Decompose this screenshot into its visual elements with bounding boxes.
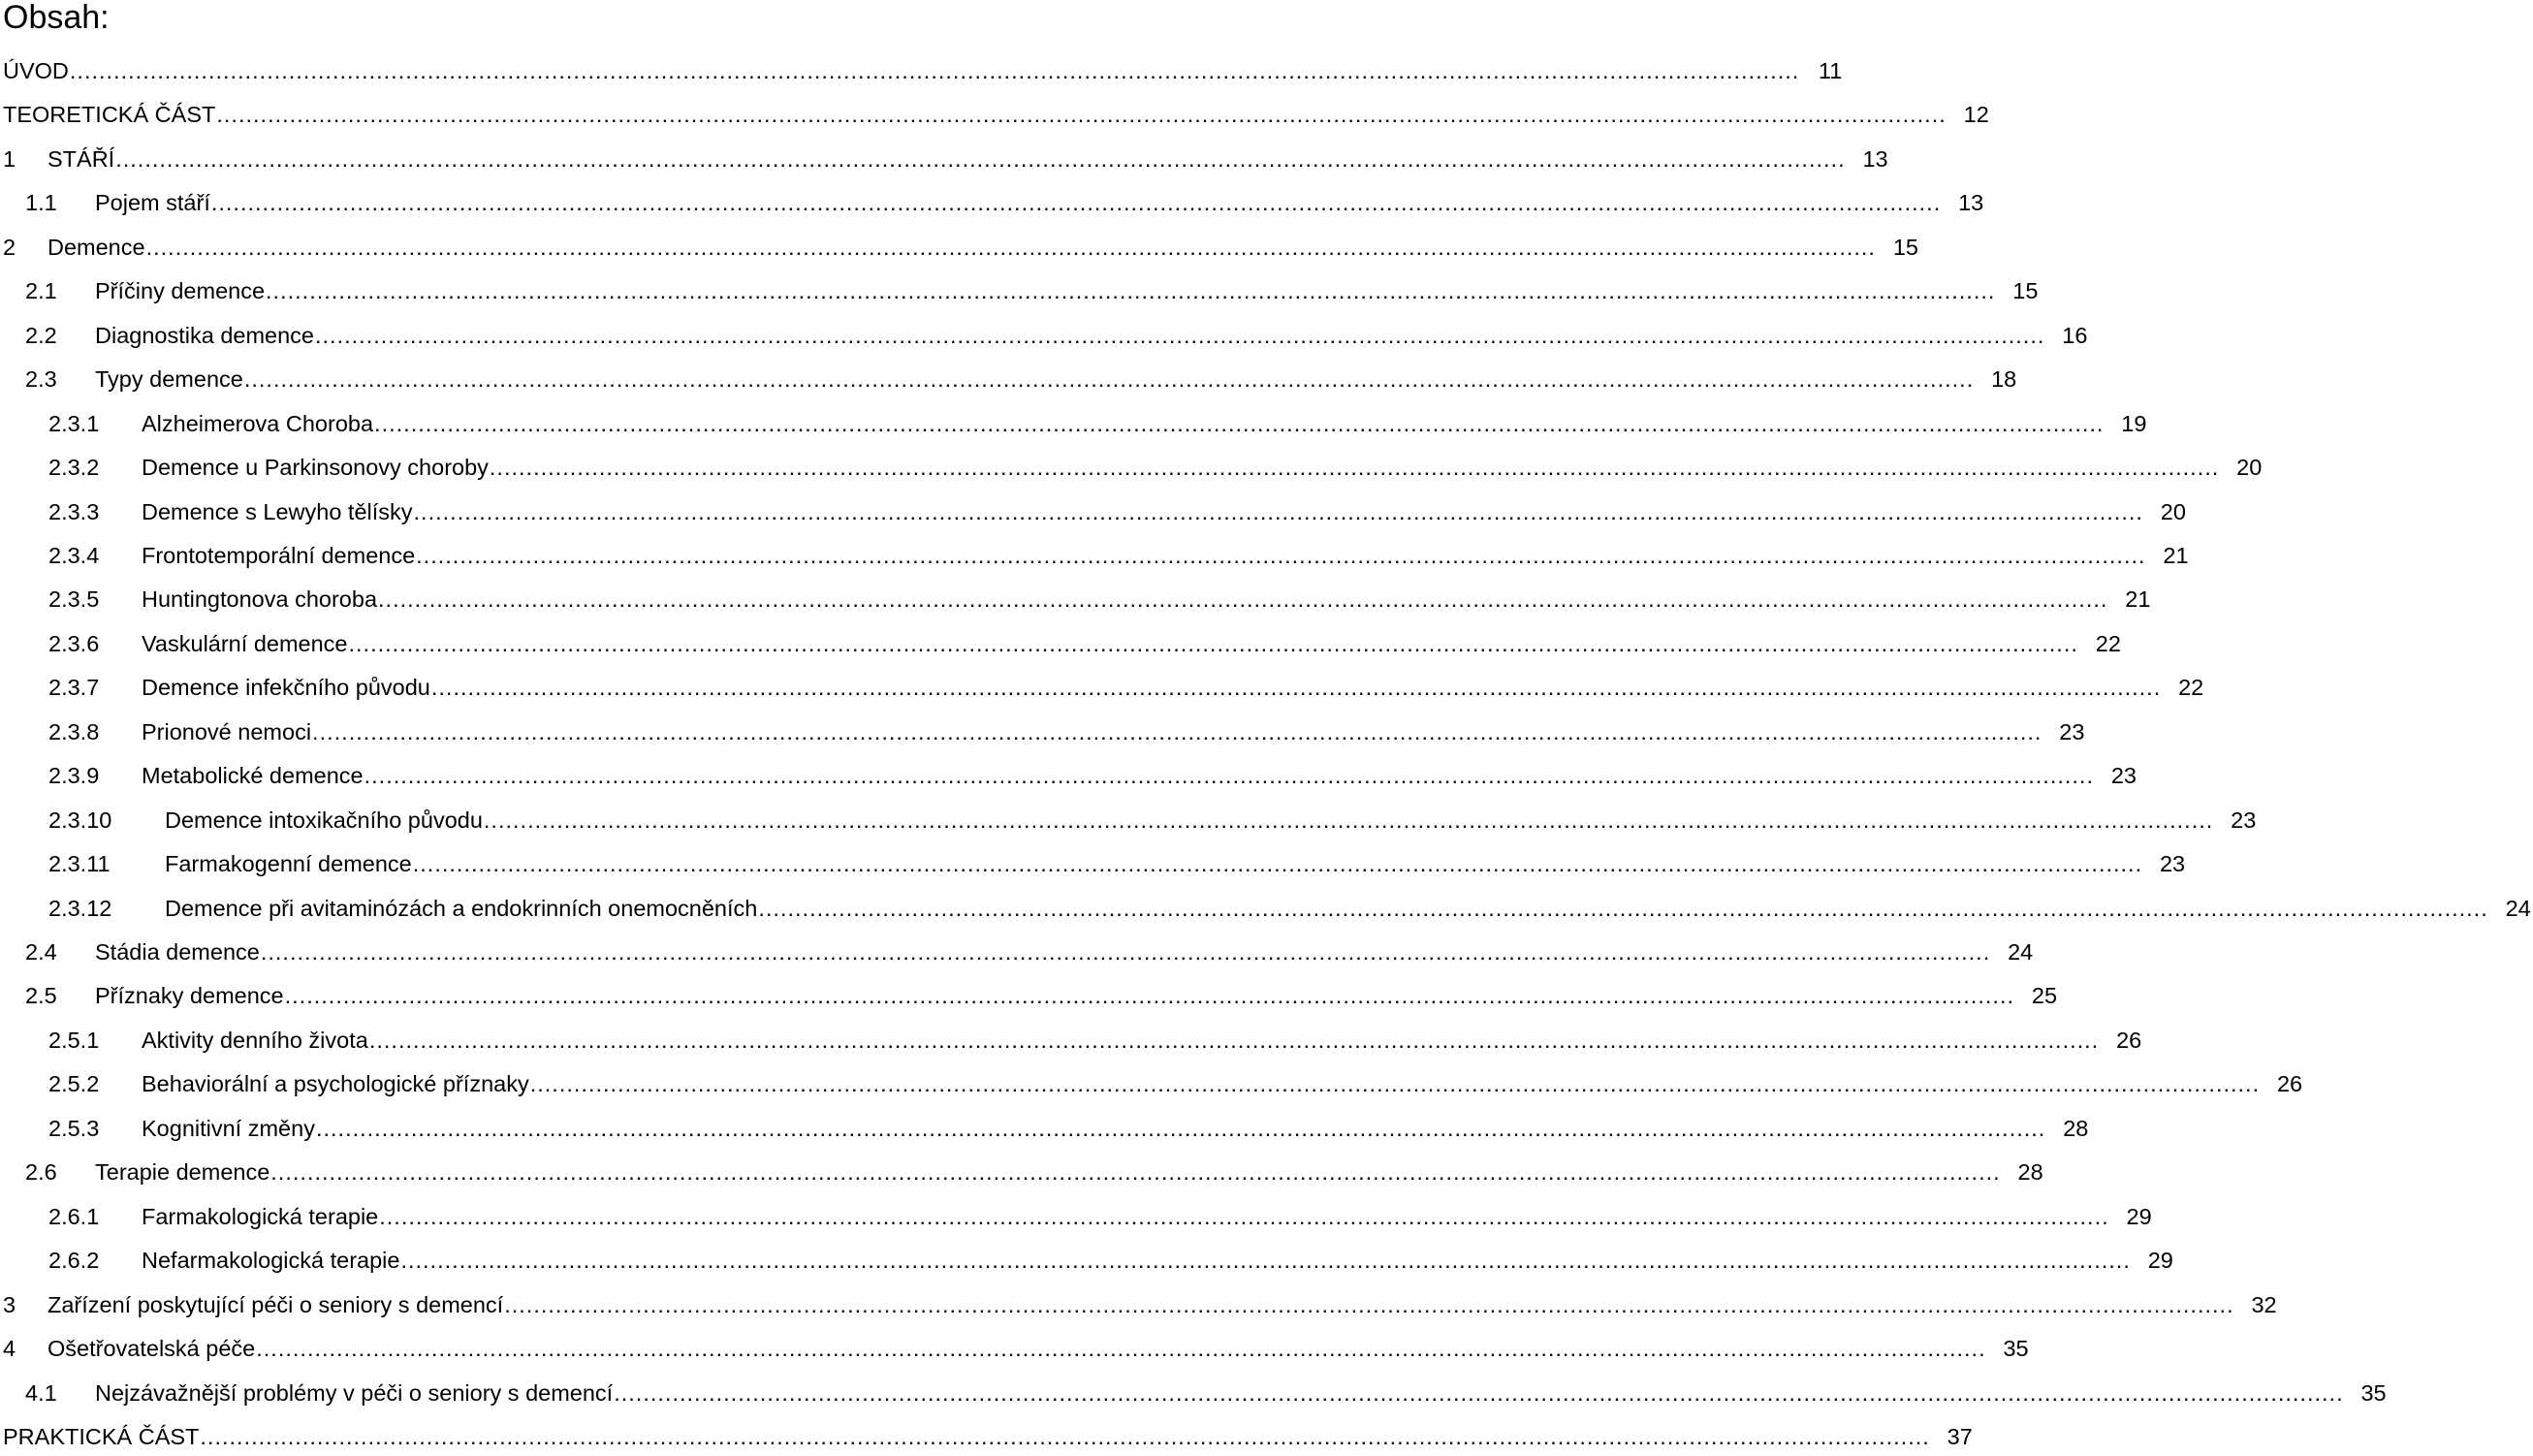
toc-entry-number: 2.6.1: [48, 1203, 100, 1229]
toc-leader-dots: [504, 1285, 2233, 1324]
toc-leader-dots: [115, 140, 1845, 178]
toc-entry-number: 2.6.2: [48, 1248, 100, 1274]
toc-entry-label: Farmakogenní demence: [165, 851, 412, 877]
toc-entry-page-number: 23: [2059, 718, 2085, 744]
toc-entry-number: 2.3.12: [48, 895, 112, 921]
toc-entry-page-number: 18: [1991, 366, 2017, 393]
toc-entry[interactable]: [0, 933, 2034, 971]
toc-entry[interactable]: [0, 316, 2088, 355]
toc-entry-page-number: 13: [1958, 190, 1984, 216]
toc-leader-dots: [400, 1241, 2130, 1280]
toc-entry-page-number: 23: [2159, 851, 2186, 877]
toc-entry-page-number: 26: [2116, 1027, 2142, 1053]
toc-entry-number: 2.1: [25, 278, 57, 304]
toc-entry-number: 2.3.7: [48, 675, 100, 701]
toc-entry[interactable]: [0, 448, 2263, 487]
toc-entry-label: Stádia demence: [95, 939, 260, 965]
toc-entry-page-number: 29: [2126, 1203, 2152, 1229]
toc-entry-label: Huntingtonova choroba: [142, 586, 378, 613]
toc-leader-dots: [316, 1109, 2045, 1148]
toc-entry-number: 2.3.1: [48, 410, 100, 436]
toc-entry-page-number: 21: [2163, 542, 2189, 568]
toc-entry-label: Frontotemporální demence: [142, 542, 416, 568]
toc-entry-page-number: 26: [2276, 1071, 2303, 1097]
toc-leader-dots: [270, 1153, 2000, 1191]
toc-leader-dots: [146, 228, 1876, 267]
toc-entry[interactable]: [0, 1329, 2029, 1368]
toc-entry-page-number: 12: [1963, 102, 1989, 128]
toc-entry-page-number: 35: [2003, 1336, 2029, 1362]
toc-entry-label: Nejzávažnější problémy v péči o seniory s demencí: [95, 1379, 614, 1406]
toc-entry[interactable]: [0, 51, 1843, 90]
toc-leader-dots: [416, 536, 2145, 575]
toc-entry[interactable]: [0, 95, 1989, 134]
toc-entry[interactable]: [0, 1417, 1973, 1456]
toc-entry-page-number: 24: [2505, 895, 2531, 921]
toc-entry[interactable]: [0, 271, 2039, 310]
toc-entry-number: 2.2: [25, 322, 57, 348]
toc-entry-label: Příznaky demence: [95, 983, 284, 1009]
toc-entry[interactable]: [0, 140, 1888, 178]
toc-leader-dots: [378, 580, 2107, 618]
toc-leader-dots: [70, 51, 1799, 90]
toc-leader-dots: [261, 933, 1990, 971]
toc-entry-label: Demence při avitaminózách a endokrinních onemocněních: [165, 895, 758, 921]
toc-entry-number: 1: [3, 145, 16, 172]
toc-entry-label: Aktivity denního života: [142, 1027, 368, 1053]
toc-entry-number: 2.3.4: [48, 542, 100, 568]
toc-entry-label: Ošetřovatelská péče: [47, 1336, 256, 1362]
toc-leader-dots: [431, 668, 2161, 707]
toc-leader-dots: [490, 448, 2219, 487]
toc-entry-page-number: 37: [1947, 1423, 1973, 1449]
toc-entry-number: 2.3.8: [48, 718, 100, 744]
toc-entry-number: 2.5.1: [48, 1027, 100, 1053]
toc-entry-label: Behaviorální a psychologické příznaky: [142, 1071, 529, 1097]
toc-entry-number: 2.4: [25, 939, 57, 965]
toc-entry-page-number: 20: [2236, 455, 2263, 481]
toc-entry-label: PRAKTICKÁ ČÁST: [3, 1423, 200, 1449]
toc-leader-dots: [614, 1374, 2343, 1412]
toc-entry-page-number: 35: [2360, 1379, 2387, 1406]
toc-leader-dots: [530, 1064, 2260, 1103]
toc-entry-number: 3: [3, 1291, 16, 1317]
toc-leader-dots: [484, 801, 2213, 839]
toc-entry-page-number: 21: [2125, 586, 2151, 613]
toc-entry-number: 2.5.3: [48, 1115, 100, 1141]
toc-entry-label: Demence infekčního původu: [142, 675, 430, 701]
toc-entry-page-number: 25: [2031, 983, 2058, 1009]
toc-entry-page-number: 15: [1892, 234, 1918, 260]
toc-entry-label: Demence u Parkinsonovy choroby: [142, 455, 489, 481]
toc-entry-label: STÁŘÍ: [47, 145, 115, 172]
toc-leader-dots: [256, 1329, 1985, 1368]
toc-leader-dots: [312, 712, 2042, 751]
toc-entry-label: Demence intoxikačního původu: [165, 807, 483, 833]
toc-leader-dots: [349, 624, 2078, 663]
toc-entry[interactable]: [0, 536, 2189, 575]
toc-entry-number: 2.3.5: [48, 586, 100, 613]
toc-entry-number: 2: [3, 234, 16, 260]
toc-entry-label: Alzheimerova Choroba: [142, 410, 374, 436]
toc-entry-label: Demence: [47, 234, 145, 260]
toc-entry[interactable]: [0, 580, 2151, 618]
toc-leader-dots: [216, 95, 1946, 134]
toc-entry[interactable]: [0, 404, 2147, 443]
toc-entry[interactable]: [0, 624, 2121, 663]
toc-leader-dots: [414, 492, 2143, 531]
toc-entry-label: Typy demence: [95, 366, 243, 393]
toc-entry-label: Demence s Lewyho tělísky: [142, 498, 413, 524]
toc-entry-label: Farmakologická terapie: [142, 1203, 379, 1229]
toc-leader-dots: [374, 404, 2104, 443]
toc-entry-page-number: 24: [2008, 939, 2034, 965]
toc-entry-page-number: 28: [2017, 1159, 2043, 1186]
toc-entry-page-number: 22: [2095, 630, 2121, 656]
toc-entry-page-number: 29: [2147, 1248, 2173, 1274]
toc-entry-number: 2.3.11: [48, 851, 111, 877]
toc-leader-dots: [379, 1197, 2108, 1236]
toc-entry[interactable]: [0, 712, 2085, 751]
toc-entry[interactable]: [0, 1241, 2173, 1280]
toc-leader-dots: [364, 756, 2094, 795]
toc-entry[interactable]: [0, 1153, 2043, 1191]
toc-entry-number: 2.6: [25, 1159, 57, 1186]
toc-entry-label: Nefarmakologická terapie: [142, 1248, 400, 1274]
page-title: Obsah:: [3, 0, 110, 36]
toc-entry[interactable]: [0, 801, 2257, 839]
toc-entry-number: 4.1: [25, 1379, 57, 1406]
toc-entry[interactable]: [0, 1285, 2277, 1324]
toc-entry-label: Zařízení poskytující péči o seniory s demencí: [47, 1291, 504, 1317]
toc-entry[interactable]: [0, 976, 2058, 1015]
toc-entry-page-number: 32: [2251, 1291, 2277, 1317]
toc-entry[interactable]: [0, 1109, 2089, 1148]
toc-leader-dots: [758, 889, 2487, 928]
toc-entry[interactable]: [0, 1021, 2142, 1060]
toc-entry-number: 2.3.10: [48, 807, 112, 833]
toc-entry[interactable]: [0, 889, 2531, 928]
toc-entry-page-number: 11: [1818, 58, 1843, 83]
toc-entry[interactable]: [0, 228, 1918, 267]
toc-entry-page-number: 16: [2062, 322, 2088, 348]
toc-entry-number: 2.3.9: [48, 763, 100, 789]
toc-entry[interactable]: [0, 492, 2186, 531]
toc-entry-label: Metabolické demence: [142, 763, 364, 789]
toc-entry-page-number: 13: [1862, 145, 1888, 172]
toc-entry[interactable]: [0, 756, 2137, 795]
toc-entry-label: Kognitivní změny: [142, 1115, 315, 1141]
toc-entry-page-number: 15: [2012, 278, 2039, 304]
toc-entry-label: Příčiny demence: [95, 278, 266, 304]
toc-entry-label: TEORETICKÁ ČÁST: [3, 102, 216, 128]
toc-entry[interactable]: [0, 1374, 2387, 1412]
toc-leader-dots: [244, 360, 1974, 398]
toc-leader-dots: [200, 1417, 1929, 1456]
toc-entry-number: 2.5: [25, 983, 57, 1009]
toc-entry-label: Pojem stáří: [95, 190, 210, 216]
toc-entry-label: Vaskulární demence: [142, 630, 348, 656]
toc-entry[interactable]: [0, 183, 1984, 222]
toc-entry-label: ÚVOD: [3, 58, 69, 83]
toc-entry-label: Prionové nemoci: [142, 718, 312, 744]
toc-leader-dots: [266, 271, 1995, 310]
toc-leader-dots: [211, 183, 1941, 222]
toc-entry-label: Diagnostika demence: [95, 322, 314, 348]
toc-entry-page-number: 28: [2063, 1115, 2089, 1141]
toc-leader-dots: [413, 844, 2142, 883]
toc-leader-dots: [369, 1021, 2099, 1060]
toc-entry[interactable]: [0, 1197, 2152, 1236]
toc-entry-number: 2.3.3: [48, 498, 100, 524]
toc-entry-label: Terapie demence: [95, 1159, 270, 1186]
toc-entry[interactable]: [0, 668, 2204, 707]
toc-entry-page-number: 20: [2160, 498, 2186, 524]
toc-entry[interactable]: [0, 1064, 2303, 1103]
toc-entry-number: 4: [3, 1336, 16, 1362]
toc-entry[interactable]: [0, 360, 2017, 398]
toc-leader-dots: [315, 316, 2044, 355]
toc-entry-page-number: 23: [2110, 763, 2137, 789]
toc-entry-number: 2.3.2: [48, 455, 100, 481]
toc-entry-number: 2.3.6: [48, 630, 100, 656]
toc-entry-page-number: 23: [2231, 807, 2257, 833]
toc-entry-number: 1.1: [25, 190, 57, 216]
toc-leader-dots: [285, 976, 2014, 1015]
toc-entry-number: 2.5.2: [48, 1071, 100, 1097]
toc-entry[interactable]: [0, 844, 2186, 883]
toc-entry-number: 2.3: [25, 366, 57, 393]
toc-entry-page-number: 22: [2178, 675, 2204, 701]
toc-entry-page-number: 19: [2121, 410, 2147, 436]
